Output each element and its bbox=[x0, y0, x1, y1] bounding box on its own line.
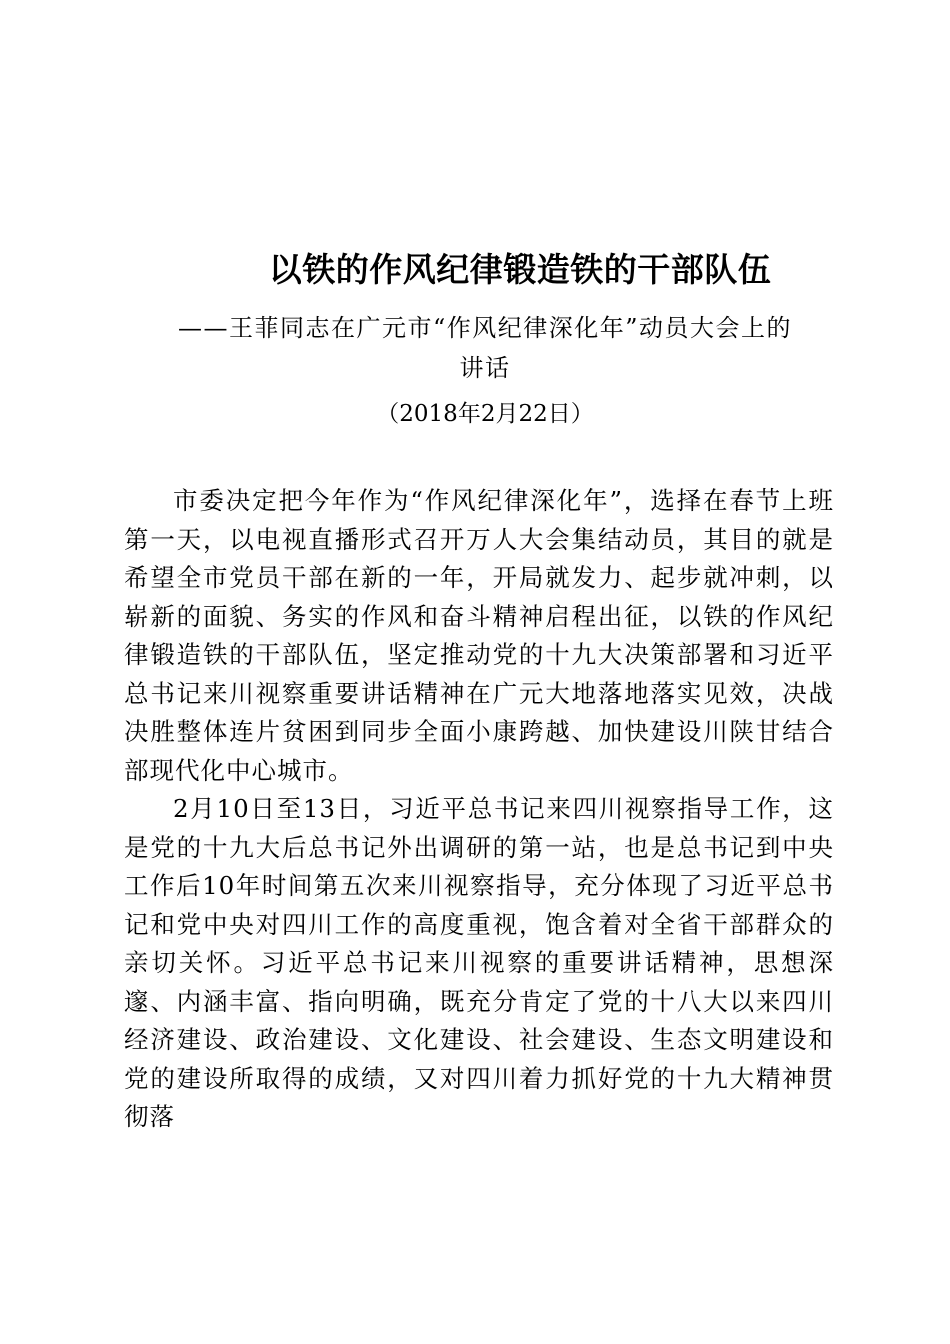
document-body bbox=[124, 482, 834, 1137]
document-title: 以铁的作风纪律锻造铁的干部队伍 bbox=[268, 250, 772, 289]
document-subtitle-continuation: 讲话 bbox=[459, 354, 511, 382]
body-paragraph: 2月10日至13日，习近平总书记来四川视察指导工作，这是党的十九大后总书记外出调研的第一站，也是总书记到中央工作后10年时间第五次来川视察指导，充分体现了习近平总书记和党中央对四川工作的高度重视，饱含着对全省干部群众的亲切关怀。习近平总书记来川视察的重要讲话精神，思想深邃、内涵丰富、指向明确，既充分肯定了党的十八大以来四川经济建设、政治建设、文化建设、社会建设、生态文明建设和党的建设所取得的成绩，又对四川着力抓好党的十九大精神贯彻落 bbox=[124, 794, 834, 1131]
document-subtitle: ——王菲同志在广元市“作风纪律深化年”动员大会上的 bbox=[177, 314, 793, 342]
document-date: （2018年2月22日） bbox=[376, 401, 594, 427]
body-paragraph: 市委决定把今年作为“作风纪律深化年”，选择在春节上班第一天，以电视直播形式召开万人大会集结动员，其目的就是希望全市党员干部在新的一年，开局就发力、起步就冲刺，以崭新的面貌、务实的作风和奋斗精神启程出征，以铁的作风纪律锻造铁的干部队伍，坚定推动党的十九大决策部署和习近平总书记来川视察重要讲话精神在广元大地落地落实见效，决战决胜整体连片贫困到同步全面小康跨越、加快建设川陕甘结合部现代化中心城市。 bbox=[124, 486, 834, 785]
